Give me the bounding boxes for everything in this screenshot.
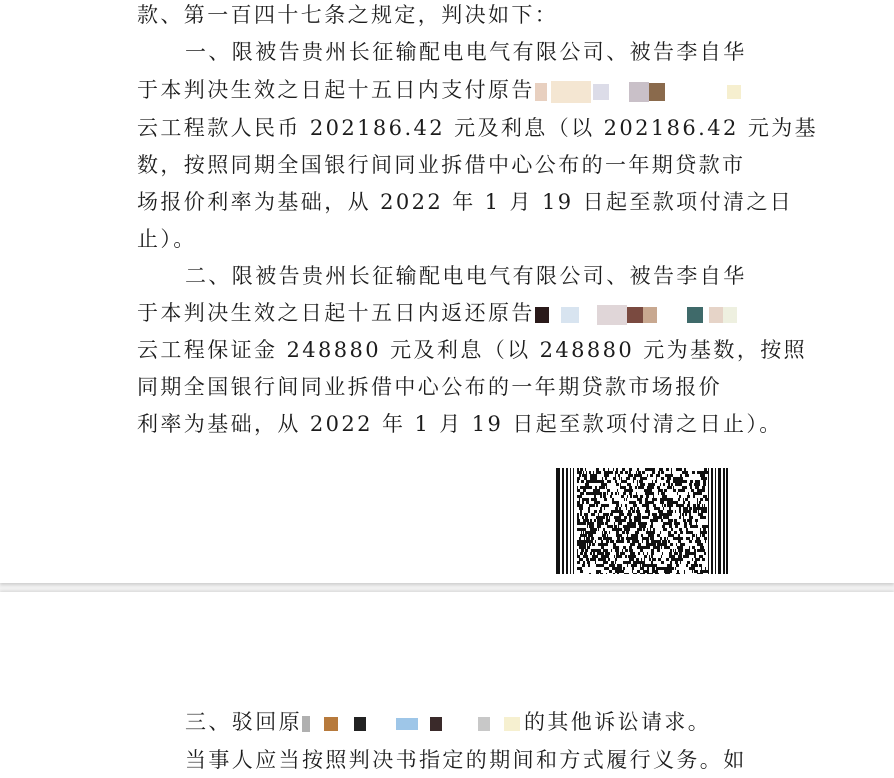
redaction-block bbox=[727, 85, 741, 99]
text-segment: 于本判决生效之日起十五日内返还原告 bbox=[137, 301, 535, 325]
redaction-block bbox=[324, 717, 338, 731]
text-line: 同期全国银行间同业拆借中心公布的一年期贷款市场报价 bbox=[137, 375, 722, 399]
redaction-block bbox=[551, 81, 591, 103]
redaction-block bbox=[643, 307, 657, 323]
redaction-block bbox=[396, 718, 418, 730]
text-line: 云工程保证金 248880 元及利息（以 248880 元为基数，按照 bbox=[137, 338, 808, 362]
redaction-block bbox=[430, 717, 442, 731]
redaction-block bbox=[597, 305, 627, 325]
text-line: 数，按照同期全国银行间同业拆借中心公布的一年期贷款市 bbox=[137, 153, 746, 177]
text-line: 当事人应当按照判决书指定的期间和方式履行义务。如 bbox=[185, 748, 747, 772]
redaction-block bbox=[504, 717, 520, 731]
redaction-block bbox=[687, 307, 703, 323]
text-line: 款、第一百四十七条之规定，判决如下： bbox=[137, 3, 559, 27]
text-segment: 的其他诉讼请求。 bbox=[524, 710, 712, 734]
redaction-block bbox=[593, 84, 609, 100]
text-line bbox=[185, 710, 711, 734]
text-segment: 三、驳回原 bbox=[185, 710, 302, 734]
text-line: 场报价利率为基础，从 2022 年 1 月 19 日起至款项付清之日 bbox=[137, 190, 794, 214]
text-line bbox=[137, 78, 741, 103]
redaction-block bbox=[627, 307, 643, 323]
redaction-block bbox=[723, 307, 737, 323]
redaction-block bbox=[535, 83, 547, 101]
redaction-block bbox=[629, 82, 649, 102]
redaction-block bbox=[354, 717, 366, 731]
barcode-image bbox=[556, 468, 728, 574]
redaction-block bbox=[302, 716, 310, 732]
text-segment: 于本判决生效之日起十五日内支付原告 bbox=[137, 78, 535, 102]
text-line bbox=[137, 301, 737, 325]
document-page-2 bbox=[0, 592, 894, 778]
redaction-block bbox=[649, 83, 665, 101]
text-line: 一、限被告贵州长征输配电电气有限公司、被告李自华 bbox=[185, 40, 747, 64]
redaction-block bbox=[535, 307, 549, 323]
text-line: 止）。 bbox=[137, 227, 197, 251]
redaction-block bbox=[478, 717, 490, 731]
redaction-block bbox=[709, 307, 723, 323]
text-line: 利率为基础，从 2022 年 1 月 19 日起至款项付清之日止）。 bbox=[137, 412, 783, 436]
redaction-block bbox=[561, 307, 579, 323]
text-line: 二、限被告贵州长征输配电电气有限公司、被告李自华 bbox=[185, 264, 747, 288]
text-line: 云工程款人民币 202186.42 元及利息（以 202186.42 元为基 bbox=[137, 116, 819, 140]
